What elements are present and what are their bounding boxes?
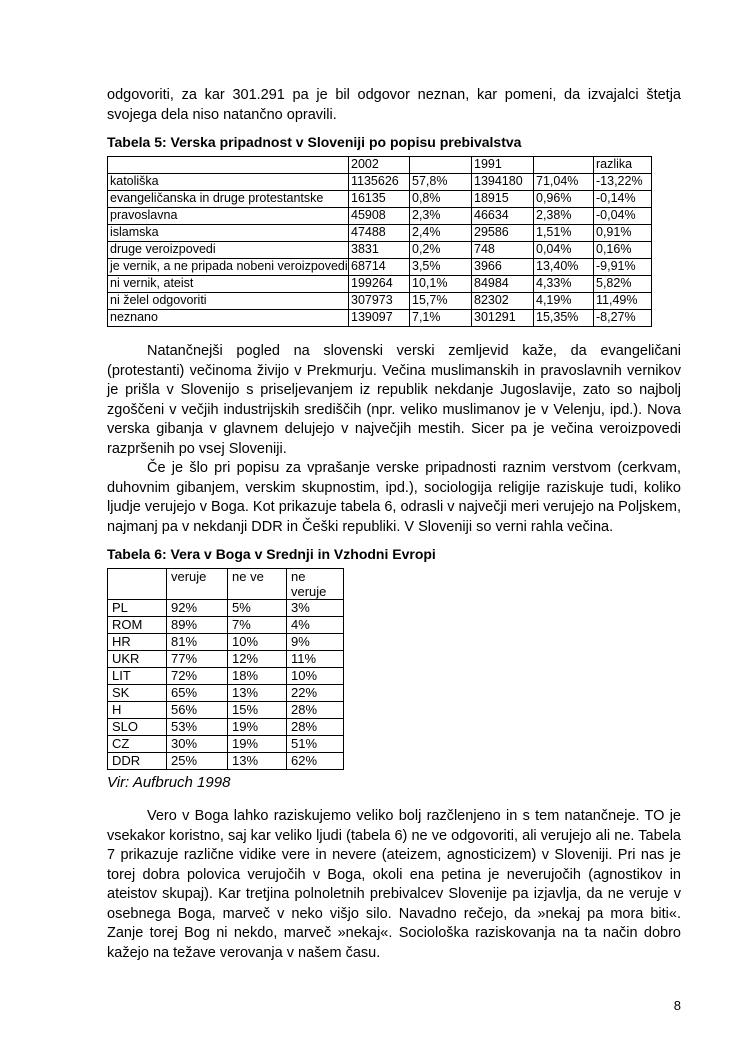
table-cell: 62% (287, 753, 344, 770)
table-cell: pravoslavna (108, 208, 349, 225)
table-cell: 51% (287, 736, 344, 753)
table-cell: druge veroizpovedi (108, 242, 349, 259)
table-cell: katoliška (108, 174, 349, 191)
table-row (108, 208, 652, 225)
table-cell: 301291 (472, 310, 534, 327)
table-row (108, 668, 344, 685)
table-row (108, 293, 652, 310)
table-cell: 29586 (472, 225, 534, 242)
table-cell: 77% (167, 651, 228, 668)
table-cell: 19% (228, 719, 287, 736)
table-cell: 82302 (472, 293, 534, 310)
table-cell: 0,16% (594, 242, 652, 259)
table-row (108, 600, 344, 617)
table-cell: 4,33% (534, 276, 594, 293)
table-cell: 2,3% (410, 208, 472, 225)
table-cell: H (108, 702, 167, 719)
table6-source: Vir: Aufbruch 1998 (107, 774, 231, 791)
table-cell: 53% (167, 719, 228, 736)
paragraph-2: Natančnejši pogled na slovenski verski zemljevid kaže, da evangeličani (protestanti) večinoma živijo v Prekmurju. Večina muslimanskih in pravoslavnih vernikov je prišla v Slovenijo s priseljevanjem iz republik nekdanje Jugoslavije, zato so najbolj zgoščeni v večjih industrijskih središčih (npr. veliko muslimanov je v Velenju, ipd.). Nova verska gibanja v glavnem delujejo v največjih mestih. Sicer pa je večina veroizpovedi razpršenih po vsej Sloveniji. (107, 343, 681, 457)
table-cell: 56% (167, 702, 228, 719)
table-cell (534, 157, 594, 174)
table-cell: 748 (472, 242, 534, 259)
table-cell: CZ (108, 736, 167, 753)
table-cell: islamska (108, 225, 349, 242)
table-cell: 11% (287, 651, 344, 668)
table-cell: PL (108, 600, 167, 617)
table-cell: -0,04% (594, 208, 652, 225)
table-row (108, 242, 652, 259)
table-cell: 11,49% (594, 293, 652, 310)
table-cell: SK (108, 685, 167, 702)
table-cell: 5,82% (594, 276, 652, 293)
table-cell: 0,96% (534, 191, 594, 208)
table-cell: 68714 (349, 259, 410, 276)
table-cell: 25% (167, 753, 228, 770)
table-row (108, 259, 652, 276)
table-cell: 28% (287, 719, 344, 736)
table-cell: ni vernik, ateist (108, 276, 349, 293)
table-cell: 139097 (349, 310, 410, 327)
table-cell: 2002 (349, 157, 410, 174)
table-header-row (108, 157, 652, 174)
table-cell: 10% (287, 668, 344, 685)
table-cell: 45908 (349, 208, 410, 225)
table-cell: 7,1% (410, 310, 472, 327)
page-content (107, 0, 681, 963)
table-cell: 16135 (349, 191, 410, 208)
table-cell: 18915 (472, 191, 534, 208)
table-cell: 46634 (472, 208, 534, 225)
table-cell: DDR (108, 753, 167, 770)
table-cell: 1394180 (472, 174, 534, 191)
table-cell: 0,2% (410, 242, 472, 259)
table-cell: 13% (228, 685, 287, 702)
table-cell: 65% (167, 685, 228, 702)
table-row (108, 634, 344, 651)
table-cell: 0,8% (410, 191, 472, 208)
table-cell: -9,91% (594, 259, 652, 276)
table-cell: 10% (228, 634, 287, 651)
table-row (108, 753, 344, 770)
table-cell: 3,5% (410, 259, 472, 276)
paragraph-3: Če je šlo pri popisu za vprašanje verske pripadnosti raznim verstvom (cerkvam, duhovnim gibanjem, verskim skupnostim, ipd.), sociologija religije raziskuje tudi, koliko ljudje verujejo v Boga. Kot prikazuje tabela 6, odrasli v največji meri verujejo na Poljskem, najmanj pa v nekdanji DDR in Češki republiki. V Sloveniji so verni rahla večina. (107, 460, 681, 535)
table-cell: 9% (287, 634, 344, 651)
table-cell: 2,4% (410, 225, 472, 242)
table-row (108, 702, 344, 719)
table-cell: 30% (167, 736, 228, 753)
table-cell: 81% (167, 634, 228, 651)
table-cell: 199264 (349, 276, 410, 293)
table-header-row (108, 569, 344, 600)
table-row (108, 736, 344, 753)
table-cell: UKR (108, 651, 167, 668)
table-row (108, 276, 652, 293)
table-cell: 3831 (349, 242, 410, 259)
table-cell: 12% (228, 651, 287, 668)
table-cell: ne veruje (287, 569, 344, 600)
table5-title: Tabela 5: Verska pripadnost v Sloveniji po popisu prebivalstva (107, 134, 522, 150)
table-cell: 3% (287, 600, 344, 617)
table-cell: 7% (228, 617, 287, 634)
paragraph-4: Vero v Boga lahko raziskujemo veliko bolj razčlenjeno in s tem natančneje. TO je vsekakor koristno, saj kar veliko ljudi (tabela 6) ne ve odgovoriti, ali verujejo ali ne. Tabela 7 prikazuje različne vidike vere in nevere (ateizem, agnosticizem) v Sloveniji. Pri nas je torej dobra polovica verujočih v Boga, okoli ena petina je neverujočih (agnostikov in ateistov skupaj). Kar tretjina polnoletnih prebivalcev Slovenije pa izjavlja, da ne veruje v osebnega Boga, marveč v neko višjo silo. Navadno rečejo, da »nekaj pa mora biti«. Zanje torej Bog ni nekdo, marveč »nekaj«. Sociološka raziskovanja na ta način dobro kažejo na težave verovanja v našem času. (107, 808, 681, 961)
table-cell: 15,35% (534, 310, 594, 327)
table-cell: je vernik, a ne pripada nobeni veroizpovedi (108, 259, 349, 276)
table-cell: 3966 (472, 259, 534, 276)
table-cell: ne ve (228, 569, 287, 600)
table-cell (108, 157, 349, 174)
table-cell: 4% (287, 617, 344, 634)
table-row (108, 225, 652, 242)
table-cell: -0,14% (594, 191, 652, 208)
table-cell: 4,19% (534, 293, 594, 310)
table-row (108, 685, 344, 702)
table-cell: LIT (108, 668, 167, 685)
table-cell: neznano (108, 310, 349, 327)
table-cell: 5% (228, 600, 287, 617)
table-cell: ni želel odgovoriti (108, 293, 349, 310)
table-cell: 1135626 (349, 174, 410, 191)
table-cell: evangeličanska in druge protestantske (108, 191, 349, 208)
table-cell: 84984 (472, 276, 534, 293)
table-cell: 1,51% (534, 225, 594, 242)
table-cell: 47488 (349, 225, 410, 242)
table-cell: 92% (167, 600, 228, 617)
table-cell: 28% (287, 702, 344, 719)
table-cell: 0,91% (594, 225, 652, 242)
table-cell: 22% (287, 685, 344, 702)
table-row (108, 719, 344, 736)
table-cell: 15% (228, 702, 287, 719)
table-cell: 19% (228, 736, 287, 753)
table-row (108, 651, 344, 668)
table-cell: veruje (167, 569, 228, 600)
table-cell: 15,7% (410, 293, 472, 310)
table-cell: SLO (108, 719, 167, 736)
table-verska-pripadnost (107, 156, 652, 327)
table-row (108, 174, 652, 191)
table-cell (410, 157, 472, 174)
table-cell: 72% (167, 668, 228, 685)
table-cell: 307973 (349, 293, 410, 310)
table-cell: razlika (594, 157, 652, 174)
table-cell (108, 569, 167, 600)
table-cell: HR (108, 634, 167, 651)
table-cell: 1991 (472, 157, 534, 174)
table-vera-v-boga (107, 568, 344, 770)
table-row (108, 310, 652, 327)
table-cell: 10,1% (410, 276, 472, 293)
table-cell: ROM (108, 617, 167, 634)
table-cell: -13,22% (594, 174, 652, 191)
table-cell: 71,04% (534, 174, 594, 191)
table-cell: 18% (228, 668, 287, 685)
table-cell: 13% (228, 753, 287, 770)
page-number: 8 (673, 998, 681, 1013)
table-cell: 57,8% (410, 174, 472, 191)
table-cell: 13,40% (534, 259, 594, 276)
table-row (108, 617, 344, 634)
paragraph-intro: odgovoriti, za kar 301.291 pa je bil odgovor neznan, kar pomeni, da izvajalci štetja svojega dela niso natančno opravili. (107, 87, 681, 123)
table-cell: -8,27% (594, 310, 652, 327)
table-row (108, 191, 652, 208)
table6-title: Tabela 6: Vera v Boga v Srednji in Vzhodni Evropi (107, 546, 436, 562)
table-cell: 89% (167, 617, 228, 634)
table-cell: 2,38% (534, 208, 594, 225)
table-cell: 0,04% (534, 242, 594, 259)
